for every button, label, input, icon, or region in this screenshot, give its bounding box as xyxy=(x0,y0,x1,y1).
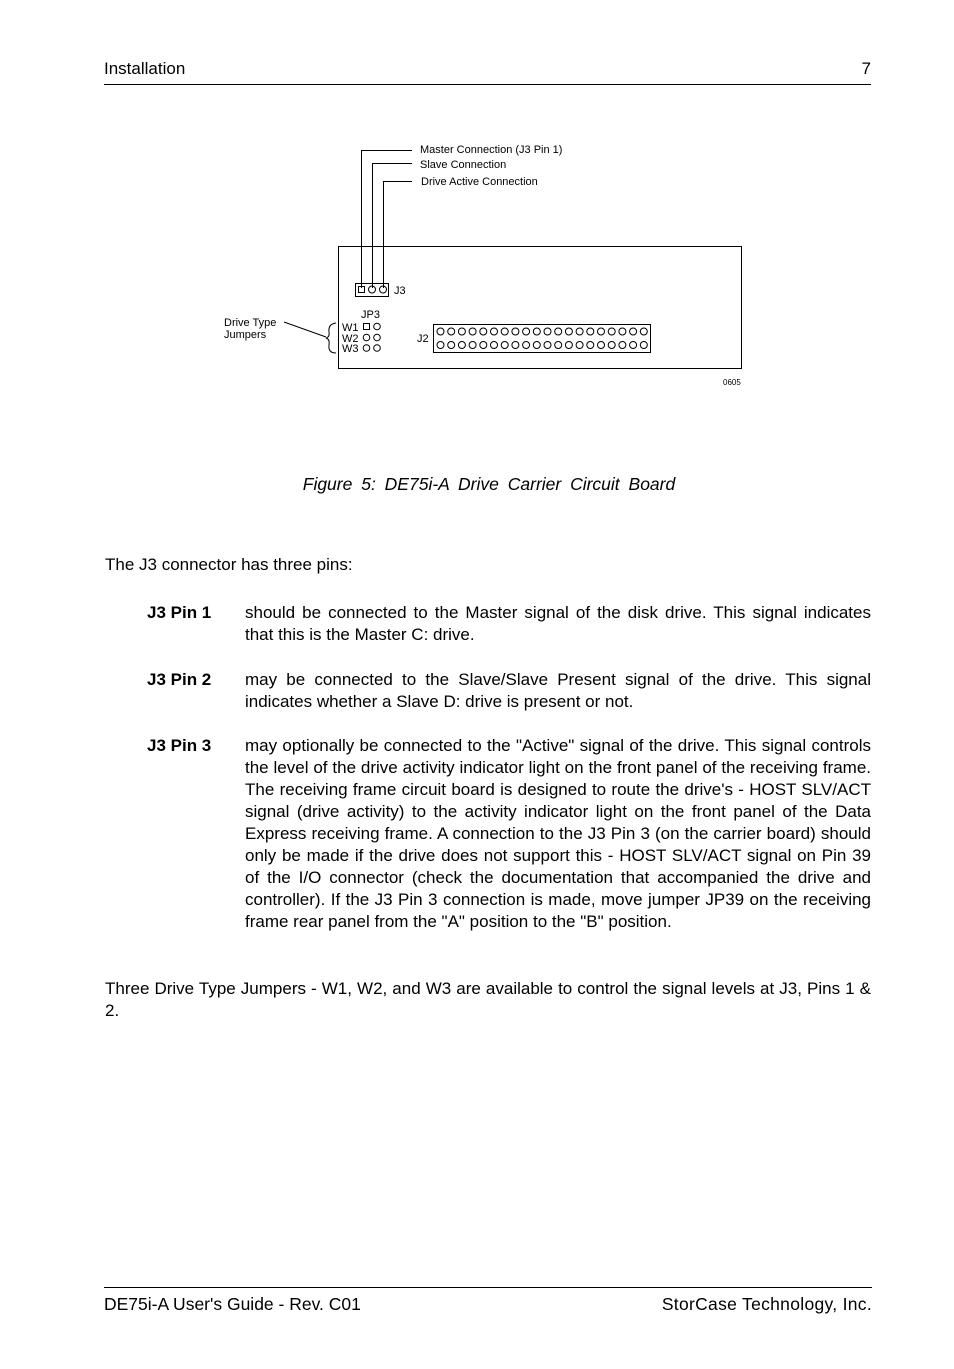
slave-callout-line xyxy=(373,164,413,289)
drawing-number: 0605 xyxy=(723,378,741,387)
j2-pins xyxy=(437,328,647,349)
j2-pin xyxy=(448,328,455,335)
section-title: Installation xyxy=(104,59,186,78)
j2-pin xyxy=(469,328,476,335)
jp3-label: JP3 xyxy=(361,309,380,321)
intro-paragraph: The J3 connector has three pins: xyxy=(105,555,353,574)
drive-active-label: Drive Active Connection xyxy=(421,176,538,188)
j2-pin xyxy=(533,328,540,335)
j2-pin xyxy=(523,328,530,335)
j2-pin xyxy=(458,342,465,349)
j2-connector xyxy=(434,325,651,353)
j2-pin xyxy=(640,342,647,349)
j2-pin xyxy=(458,328,465,335)
j2-pin xyxy=(587,328,594,335)
jumper-brace xyxy=(326,323,336,353)
j2-pin xyxy=(469,342,476,349)
company-name: StorCase Technology, Inc. xyxy=(661,1294,872,1314)
board-outline xyxy=(339,247,742,369)
j2-pin xyxy=(619,342,626,349)
j2-pin xyxy=(501,342,508,349)
j2-pin xyxy=(630,328,637,335)
closing-paragraph: Three Drive Type Jumpers - W1, W2, and W3 are available to control the signal levels at J3, Pins 1 & 2. xyxy=(105,979,871,1020)
j2-pin xyxy=(608,342,615,349)
j2-pin xyxy=(512,342,519,349)
drive-type-label: Drive Type xyxy=(224,317,277,329)
j2-pin xyxy=(587,342,594,349)
j2-pin xyxy=(437,328,444,335)
active-callout-line xyxy=(384,182,413,289)
j2-pin xyxy=(448,342,455,349)
pin2-term: J3 Pin 2 xyxy=(147,670,212,689)
j2-pin xyxy=(608,328,615,335)
w1-jumper-square-pin xyxy=(364,324,370,330)
pin3-description: may optionally be connected to the "Active" signal of the drive. This signal controls the level of the drive activity indicator light on the front panel of the receiving frame. The receiving frame circuit board is designed to route the drive's - HOST SLV/ACT signal (drive activity) to the activity indicator light on the front panel of the Data Express receiving frame. A connection to the J3 Pin 3 (on the carrier board) should only be made if the drive does not support this - HOST SLV/ACT signal on Pin 39 of the I/O connector (check the documentation that accompanied the drive and controller). If the J3 Pin 3 connection is made, move jumper JP39 on the receiving frame rear panel from the "A" position to the "B" position. xyxy=(245,736,871,931)
j2-pin xyxy=(565,328,572,335)
slave-connection-label: Slave Connection xyxy=(420,159,507,171)
j2-pin xyxy=(544,342,551,349)
drive-type-leader xyxy=(284,322,326,337)
circuit-board-diagram xyxy=(0,0,954,420)
j2-pin xyxy=(576,342,583,349)
j2-pin xyxy=(598,328,605,335)
page-number: 7 xyxy=(861,59,871,78)
j2-pin xyxy=(512,328,519,335)
j2-pin xyxy=(544,328,551,335)
w1-jumper-pin xyxy=(374,323,381,330)
pin1-term: J3 Pin 1 xyxy=(147,603,212,622)
figure-caption: Figure 5: DE75i-A Drive Carrier Circuit Board xyxy=(302,474,676,494)
w2-jumper-pin-a xyxy=(363,334,370,341)
page-footer xyxy=(104,1287,872,1318)
w1-label: W1 xyxy=(342,322,359,334)
j2-pin xyxy=(437,342,444,349)
w3-jumper-pin-b xyxy=(374,345,381,352)
j2-pin xyxy=(491,342,498,349)
j2-pin xyxy=(501,328,508,335)
jumpers-label: Jumpers xyxy=(224,329,267,341)
j2-pin xyxy=(533,342,540,349)
j2-pin xyxy=(640,328,647,335)
j2-pin xyxy=(480,328,487,335)
j2-pin xyxy=(491,328,498,335)
j2-pin xyxy=(630,342,637,349)
j3-label: J3 xyxy=(394,285,406,297)
j2-pin xyxy=(555,328,562,335)
j2-label: J2 xyxy=(417,333,429,345)
master-connection-label: Master Connection (J3 Pin 1) xyxy=(420,144,563,156)
j2-pin xyxy=(555,342,562,349)
w3-label: W3 xyxy=(342,343,359,355)
pin2-description: may be connected to the Slave/Slave Present signal of the drive. This signal indicates whether a Slave D: drive is present or not. xyxy=(245,670,871,711)
pin1-description: should be connected to the Master signal of the disk drive. This signal indicates that this is the Master C: drive. xyxy=(245,603,871,644)
j2-pin xyxy=(619,328,626,335)
j2-pin xyxy=(565,342,572,349)
master-callout-line xyxy=(362,151,413,289)
j2-pin xyxy=(523,342,530,349)
w2-jumper-pin-b xyxy=(374,334,381,341)
pin3-term: J3 Pin 3 xyxy=(147,736,212,755)
w2-label: W2 xyxy=(342,333,359,345)
guide-title: DE75i-A User's Guide - Rev. C01 xyxy=(104,1294,361,1314)
w3-jumper-pin-a xyxy=(363,345,370,352)
j2-pin xyxy=(598,342,605,349)
j2-pin xyxy=(576,328,583,335)
j2-pin xyxy=(480,342,487,349)
